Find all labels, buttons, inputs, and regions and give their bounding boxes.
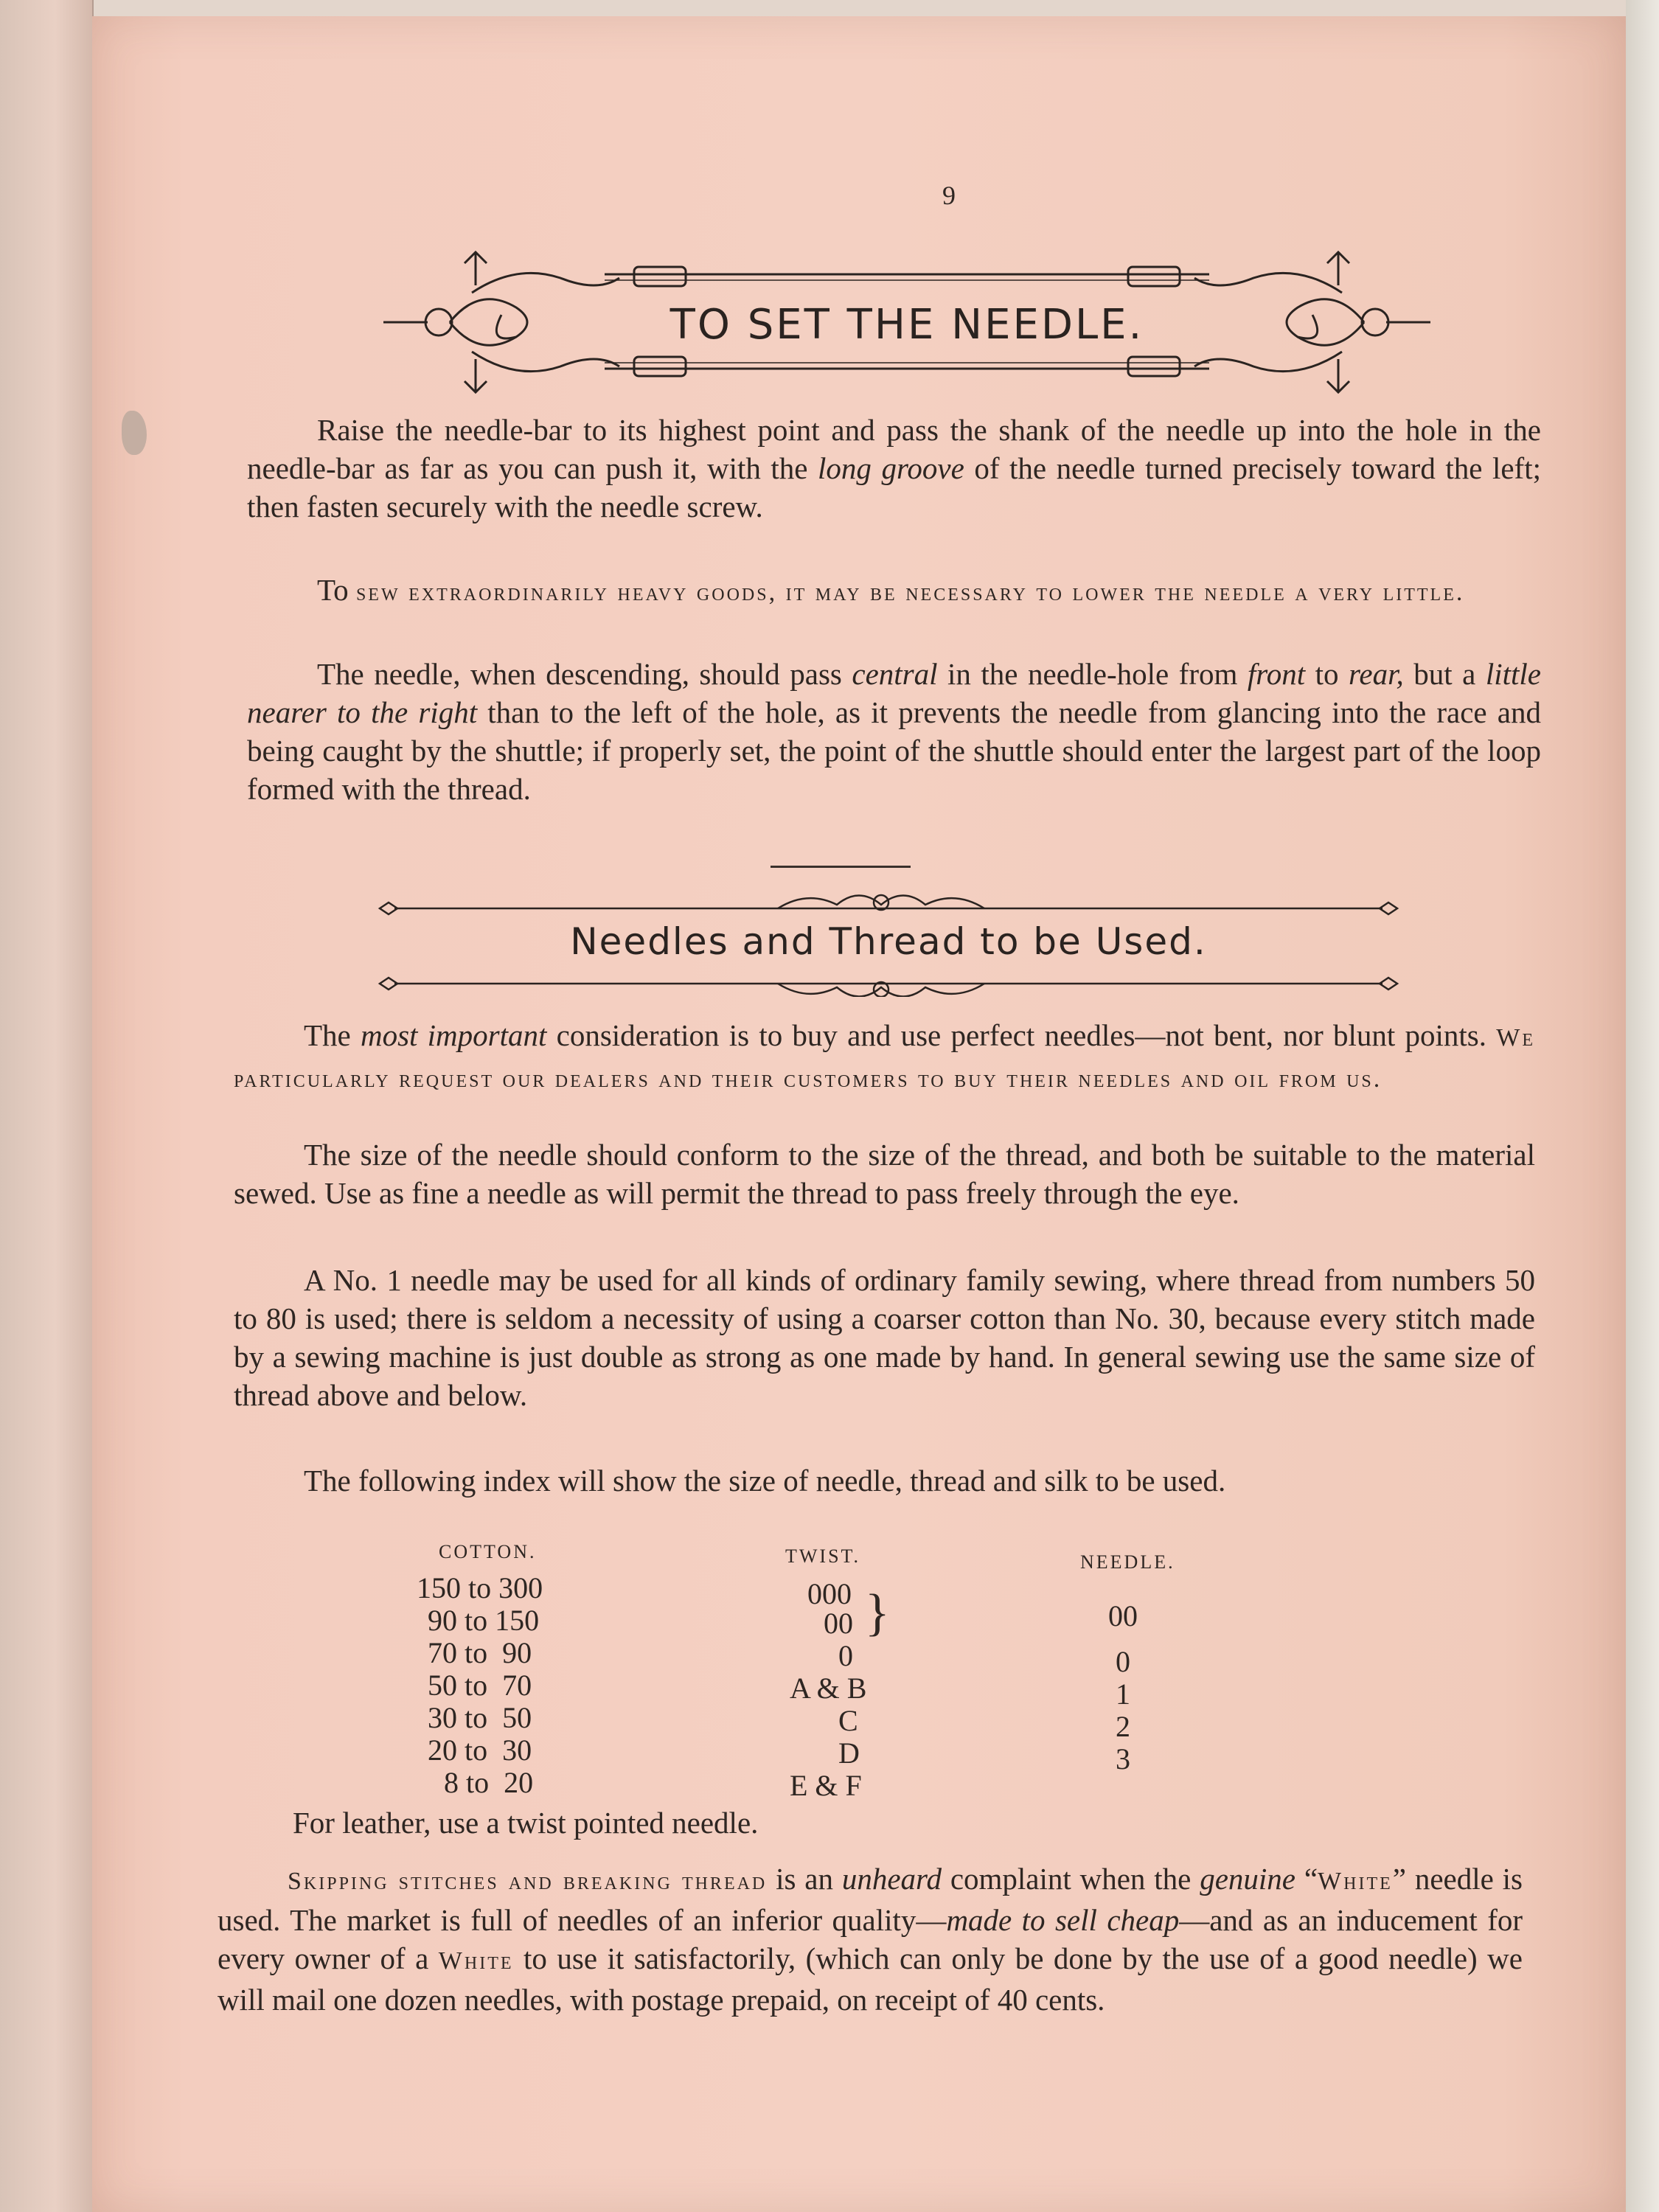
text-run: The <box>304 1018 361 1052</box>
text-run: Raise the needle-bar to its highest point and pass the shank of the needle up into the hole in the needle-bar as far as you can push it, with the <box>247 413 1541 485</box>
needle-cell: 2 <box>1116 1710 1130 1743</box>
column-header-twist: TWIST. <box>785 1545 860 1567</box>
text-run: consideration is to buy and use perfect needles—not bent, nor blunt points. <box>546 1018 1497 1052</box>
text-run-italic: little nearer to the right <box>247 657 1541 729</box>
section-title-set-needle: TO SET THE NEEDLE. <box>669 301 1144 349</box>
twist-cell: 00 <box>824 1607 853 1640</box>
needle-cell: 3 <box>1116 1742 1130 1775</box>
cotton-cell: 20 to 30 <box>428 1733 532 1767</box>
text-run: —and as an inducement for every owner of a <box>218 1903 1523 1975</box>
cotton-cell: 70 to 90 <box>428 1636 532 1669</box>
page-number: 9 <box>942 181 956 210</box>
twist-brace: } <box>865 1585 890 1641</box>
text-run: The needle, when descending, should pass <box>317 657 852 691</box>
paragraph-no1-needle: A No. 1 needle may be used for all kinds of ordinary family sewing, where thread from numbers 50 to 80 is used; there is seldom a necessity of using a coarser cotton than No. 30, because every stitch made by a sewing machine is just double as strong as one made by hand. In general sewing use the same size of thread above and below. <box>234 1263 1535 1412</box>
text-run: in the needle-hole from <box>937 657 1248 691</box>
text-run-italic: made to sell cheap <box>946 1903 1180 1937</box>
twist-cell: D <box>838 1736 860 1770</box>
cotton-cell: 8 to 20 <box>444 1766 534 1799</box>
paragraph-skipping-stitches <box>218 1860 1523 2019</box>
needle-cell: 1 <box>1116 1677 1130 1711</box>
text-run: To <box>317 573 356 607</box>
text-run-italic: central <box>852 657 938 691</box>
previous-page-edge <box>0 0 94 2212</box>
text-run: to <box>1305 657 1349 691</box>
text-run: of the needle turned precisely toward the left; then fasten securely with the needle screw. <box>247 451 1541 524</box>
text-run: complaint when the <box>941 1862 1200 1896</box>
cotton-cell: 50 to 70 <box>428 1669 532 1702</box>
text-run: is an <box>767 1862 842 1896</box>
text-run-italic: most important <box>360 1018 547 1052</box>
column-header-cotton: COTTON. <box>439 1541 537 1562</box>
text-run-italic: rear, <box>1348 657 1404 691</box>
cotton-cell: 90 to 150 <box>428 1604 540 1637</box>
paragraph-needle-descending <box>247 655 1541 808</box>
needle-thread-index-table <box>387 1541 1346 1806</box>
twist-cell: E & F <box>790 1769 862 1802</box>
text-run-italic: unheard <box>841 1862 942 1896</box>
section-title-needles-thread: Needles and Thread to be Used. <box>570 920 1207 963</box>
paragraph-index-intro: The following index will show the size of needle, thread and silk to be used. <box>304 1464 1226 1498</box>
needle-cell: 00 <box>1108 1599 1138 1632</box>
cotton-cell: 30 to 50 <box>428 1701 532 1734</box>
text-run-italic: genuine <box>1200 1862 1295 1896</box>
paragraph-needle-size: The size of the needle should conform to the size of the thread, and both be suitable to the material sewed. Use as fine a needle as will permit the thread to pass freely through the eye. <box>234 1138 1535 1210</box>
twist-cell: A & B <box>790 1672 867 1705</box>
section-heading-ornament <box>365 886 1412 997</box>
section-divider-rule <box>771 866 911 868</box>
cotton-cell: 150 to 300 <box>417 1571 543 1604</box>
text-run: but a <box>1403 657 1486 691</box>
text-run: to use it satisfactorily, (which can only be done by the use of a good needle) we will mail one dozen needles, with postage prepaid, on receipt of 40 cents. <box>218 1941 1523 2017</box>
page-edge-right <box>1626 0 1659 2212</box>
text-run-smallcaps: Skipping stitches and breaking thread <box>288 1868 768 1895</box>
text-run: than to the left of the hole, as it prevents the needle from glancing into the race and being caught by the shuttle; if properly set, the point of the shuttle should enter the largest part of the loop formed with the thread. <box>247 695 1541 806</box>
paragraph-raise-needle-bar <box>247 411 1541 526</box>
paragraph-heavy-goods <box>247 571 1541 612</box>
twist-cell: 0 <box>838 1639 853 1672</box>
text-run-smallcaps: sew extraordinarily heavy goods, it may be necessary to lower the needle a very little. <box>355 579 1465 606</box>
section-heading-ornament <box>383 237 1430 407</box>
needle-cell: 0 <box>1116 1645 1130 1678</box>
document-page <box>92 16 1626 2212</box>
column-header-needle: NEEDLE. <box>1080 1551 1175 1573</box>
text-run-italic: front <box>1247 657 1306 691</box>
paragraph-most-important <box>234 1016 1535 1099</box>
twist-cell: C <box>838 1704 858 1737</box>
text-run-smallcaps: White <box>438 1947 514 1975</box>
text-run-italic: long groove <box>818 451 964 485</box>
leather-note: For leather, use a twist pointed needle. <box>293 1806 759 1840</box>
text-run: ” needle is used. The market is full of needles of an inferior quality— <box>218 1862 1523 1937</box>
twist-cell: 000 <box>807 1577 852 1610</box>
text-run: “ <box>1295 1862 1318 1896</box>
text-run-smallcaps: White <box>1318 1868 1393 1895</box>
text-run-smallcaps: We particularly request our dealers and their customers to buy their needles and oil from us. <box>234 1024 1535 1093</box>
paper-blemish <box>122 411 147 455</box>
